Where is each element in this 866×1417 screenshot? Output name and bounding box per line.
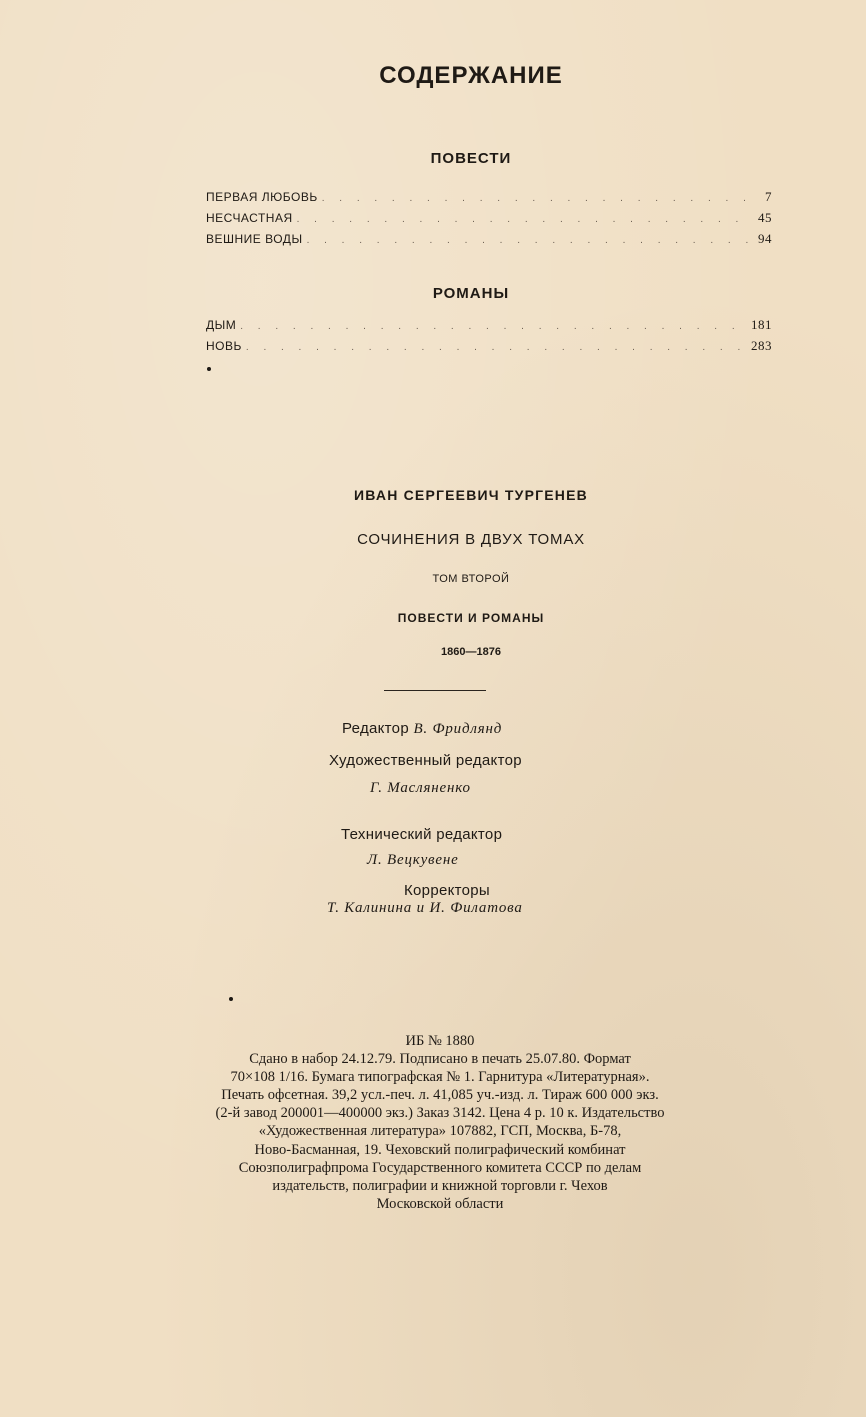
imprint-line: Московской области <box>376 1195 504 1212</box>
imprint-line: 70×108 1/16. Бумага типографская № 1. Гарнитура «Литературная». <box>230 1069 650 1086</box>
imprint-line: Печать офсетная. 39,2 усл.-печ. л. 41,085 уч.-изд. л. Тираж 600 000 экз. <box>221 1087 659 1104</box>
toc-entry-title: ПЕРВАЯ ЛЮБОВЬ <box>206 190 318 204</box>
ink-speck <box>229 997 233 1001</box>
toc-leader-dots <box>297 214 754 225</box>
volume-label: ТОМ ВТОРОЙ <box>432 573 510 585</box>
proofreaders-names-wrap <box>327 899 523 917</box>
imprint-line: Ново-Басманная, 19. Чеховский полиграфический комбинат <box>254 1141 626 1158</box>
imprint-line: издательств, полиграфии и книжной торговли г. Чехов <box>272 1177 608 1194</box>
toc-entry-title: НОВЬ <box>206 339 242 353</box>
toc-list-romany <box>206 317 772 359</box>
toc-leader-dots <box>246 342 747 353</box>
imprint-line: (2-й завод 200001—400000 экз.) Заказ 3142. Цена 4 р. 10 к. Издательство <box>215 1105 665 1122</box>
volume-subtitle: ПОВЕСТИ И РОМАНЫ <box>397 611 545 625</box>
editor-name: В. Фридлянд <box>413 721 503 737</box>
author-name: ИВАН СЕРГЕЕВИЧ ТУРГЕНЕВ <box>354 487 588 503</box>
art-editor-name: Г. Масляненко <box>370 780 471 796</box>
imprint-line: «Художественная литература» 107882, ГСП, Москва, Б-78, <box>258 1123 622 1140</box>
toc-entry-page: 7 <box>765 189 772 204</box>
imprint-block <box>150 1032 730 1213</box>
toc-entry-title: ДЫМ <box>206 318 237 332</box>
works-title: СОЧИНЕНИЯ В ДВУХ ТОМАХ <box>357 531 585 548</box>
art-editor-label: Художественный редактор <box>329 752 522 769</box>
toc-entry-page: 94 <box>758 231 772 246</box>
toc-entry <box>206 210 772 231</box>
editor-label: Редактор <box>342 720 409 737</box>
editor-credit <box>342 720 502 738</box>
toc-entry-title: ВЕШНИЕ ВОДЫ <box>206 232 303 246</box>
toc-leader-dots <box>322 193 761 204</box>
contents-title: СОДЕРЖАНИЕ <box>379 62 563 89</box>
toc-leader-dots <box>240 321 747 332</box>
imprint-line: Союзполиграфпрома Государственного комитета СССР по делам <box>238 1159 642 1176</box>
tech-editor-name: Л. Вецкувене <box>367 852 459 868</box>
imprint-line: ИБ № 1880 <box>405 1033 475 1049</box>
art-editor-name-wrap <box>370 779 471 797</box>
toc-entry <box>206 231 772 252</box>
toc-entry-title: НЕСЧАСТНАЯ <box>206 211 293 225</box>
tech-editor-label: Технический редактор <box>341 826 503 843</box>
imprint-line: Сдано в набор 24.12.79. Подписано в печать 25.07.80. Формат <box>249 1051 631 1068</box>
toc-entry <box>206 338 772 359</box>
years-range: 1860—1876 <box>441 646 501 658</box>
toc-entry-page: 45 <box>758 210 772 225</box>
section-heading-povesti: ПОВЕСТИ <box>430 150 512 167</box>
proofreaders-label: Корректоры <box>404 882 491 899</box>
toc-list-povesti <box>206 189 772 252</box>
toc-leader-dots <box>307 235 754 246</box>
section-heading-romany: РОМАНЫ <box>432 285 510 302</box>
toc-entry <box>206 189 772 210</box>
divider-line <box>384 690 486 691</box>
tech-editor-name-wrap <box>367 851 459 869</box>
toc-entry-page: 283 <box>751 338 772 353</box>
toc-entry <box>206 317 772 338</box>
ink-speck <box>207 367 211 371</box>
proofreaders-names: Т. Калинина и И. Филатова <box>327 900 523 916</box>
toc-entry-page: 181 <box>751 317 772 332</box>
